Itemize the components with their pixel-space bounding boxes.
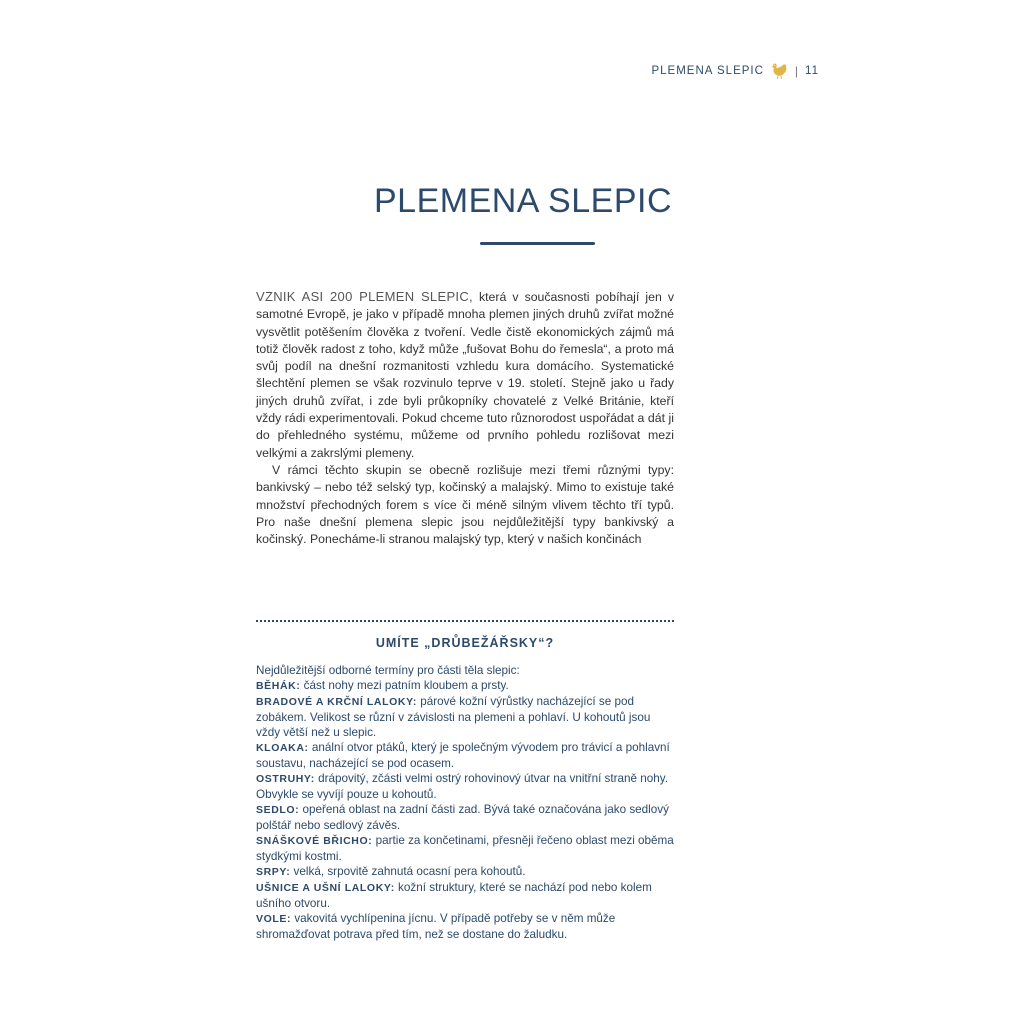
glossary-term: SEDLO: [256, 804, 300, 816]
page-title: PLEMENA SLEPIC [373, 182, 672, 220]
box-title: UMÍTE „DRŮBEŽÁŘSKY“? [375, 636, 555, 650]
glossary-definition: partie za končetinami, přesněji řečeno oblast mezi oběma stydkými kostmi. [256, 834, 674, 863]
glossary-entry [256, 880, 676, 911]
glossary-entry [256, 911, 676, 942]
intro-paragraph-1-text: která v současnosti pobíhají jen v samotné Evropě, je jako v případě mnoha plemen jiných druhů zvířat možné vysvětlit potěšením člověka z tvoření. Vedle čistě ekonomických zájmů má totiž člověk radost z toho, když může „fušovat Bohu do řemesla“, a proto má svůj podíl na dnešní rozmanitosti vzhledu kura domácího. Systematické šlechtění plemen se však rozvinulo teprve v 19. století. Stejně jako u řady jiných druhů zvířat, i zde byli průkopníky chovatelé z Velké Británie, kteří vždy rádi experimentovali. Pokud chceme tuto různorodost uspořádat a dát ji do přehledného systému, můžeme od prvního pohledu rozlišovat mezi velkými a zakrslými plemeny. [256, 290, 674, 460]
glossary-entry [256, 771, 676, 802]
glossary-term: VOLE: [256, 913, 292, 925]
glossary-definition: párové kožní výrůstky nacházející se pod zobákem. Velikost se různí v závislosti na plemeni a pohlaví. U kohoutů jsou vždy větší než u slepic. [256, 695, 651, 739]
glossary-definition: drápovitý, zčásti velmi ostrý rohovinový útvar na vnitřní straně nohy. Obvykle se vyvíjí pouze u kohoutů. [256, 772, 669, 801]
glossary-term: KLOAKA: [256, 742, 309, 754]
glossary-definition: kožní struktury, které se nachází pod nebo kolem ušního otvoru. [256, 881, 652, 910]
glossary-entry [256, 802, 676, 833]
title-underline [480, 242, 595, 245]
hen-icon [769, 62, 789, 80]
glossary-term: BĚHÁK: [256, 680, 301, 692]
glossary-term: SRPY: [256, 866, 291, 878]
page-number: 11 [805, 65, 819, 77]
intro-lead: VZNIK ASI 200 PLEMEN SLEPIC, [256, 289, 473, 304]
glossary-entry [256, 864, 676, 880]
glossary-definition: velká, srpovitě zahnutá ocasní pera kohoutů. [290, 865, 526, 878]
running-head [651, 62, 819, 80]
glossary-term: SNÁŠKOVÉ BŘICHO: [256, 835, 373, 847]
glossary-box [256, 663, 676, 942]
intro-text [256, 288, 674, 548]
glossary-definition: opeřená oblast na zadní části zad. Bývá také označována jako sedlový polštář nebo sedlový závěs. [256, 803, 669, 832]
running-head-title: PLEMENA SLEPIC [651, 65, 764, 77]
box-divider [256, 620, 674, 622]
glossary-term: UŠNICE A UŠNÍ LALOKY: [256, 882, 395, 894]
glossary-intro: Nejdůležitější odborné termíny pro části těla slepic: [256, 664, 520, 677]
glossary-term: OSTRUHY: [256, 773, 315, 785]
glossary-definition: anální otvor ptáků, který je společným vývodem pro trávicí a pohlavní soustavu, nacházející se pod ocasem. [256, 741, 670, 770]
intro-paragraph-2: V rámci těchto skupin se obecně rozlišuje mezi třemi různými typy: bankivský – nebo též selský typ, kočinský a malajský. Mimo to existuje také množství přechodných forem s více či méně silným vlivem těchto tří typů. Pro naše dnešní plemena slepic jsou nejdůležitější typy bankivský a kočinský. Ponecháme-li stranou malajský typ, který v našich končinách [256, 462, 674, 547]
glossary-entry [256, 833, 676, 864]
intro-paragraph-1 [256, 288, 674, 462]
glossary-term: BRADOVÉ A KRČNÍ LALOKY: [256, 696, 417, 708]
glossary-entry [256, 694, 676, 740]
running-head-separator: | [794, 64, 800, 78]
glossary-definition: část nohy mezi patním kloubem a prsty. [300, 679, 509, 692]
glossary-entry [256, 678, 676, 694]
glossary-definition: vakovitá vychlípenina jícnu. V případě potřeby se v něm může shromažďovat potrava před tím, než se dostane do žaludku. [256, 912, 616, 941]
glossary-entry [256, 740, 676, 771]
